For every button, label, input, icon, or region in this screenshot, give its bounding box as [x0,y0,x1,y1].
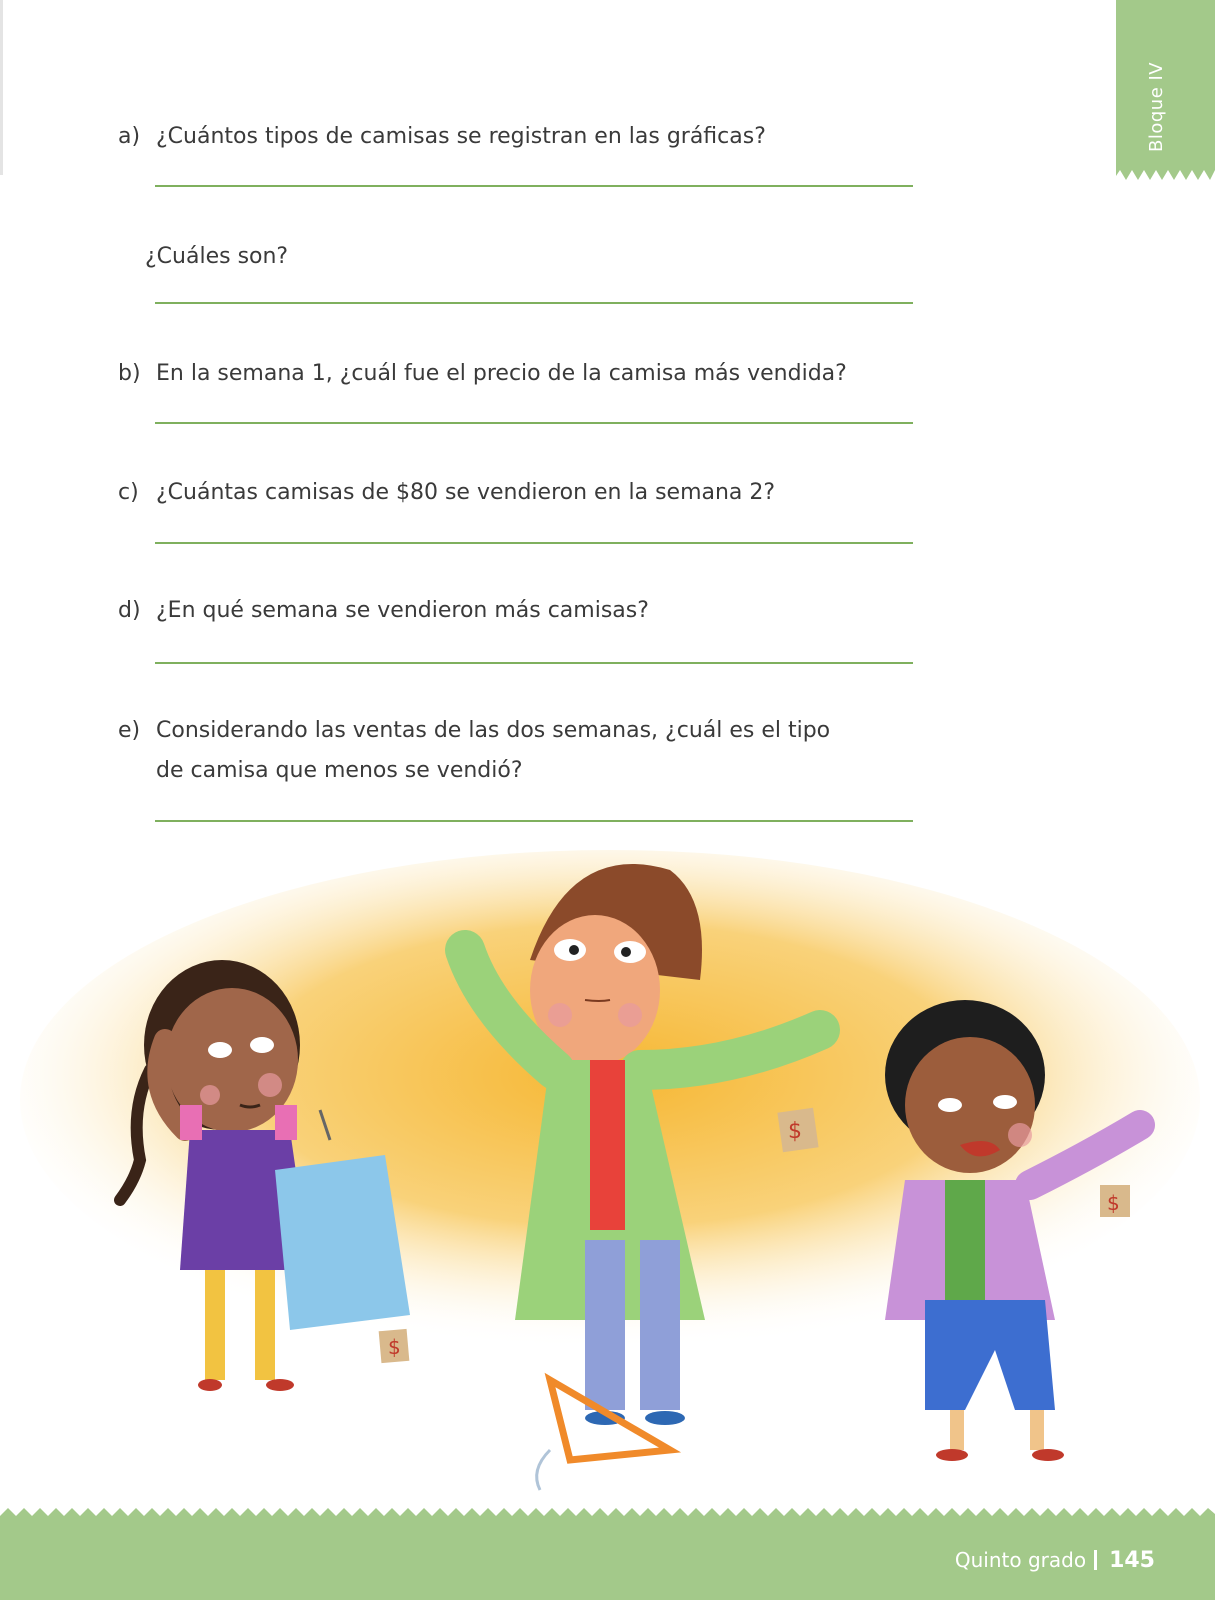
page-number: 145 [1109,1548,1155,1573]
price-tag-3: $ [1107,1191,1120,1215]
question-letter: b) [118,361,141,386]
question-text: ¿Cuántos tipos de camisas se registran en las gráficas? [156,124,766,149]
page-edge-mark [0,0,3,175]
question-text: Considerando las ventas de las dos semanas, ¿cuál es el tipo [156,718,831,743]
question-text: ¿Cuáles son? [145,244,289,269]
answer-line-b[interactable] [155,422,913,424]
price-tag-1: $ [388,1335,401,1359]
answer-line-e[interactable] [155,820,913,822]
question-a [118,118,766,156]
question-text: de camisa que menos se vendió? [156,758,523,783]
question-letter: c) [118,480,139,505]
question-e [118,712,830,750]
question-b [118,355,847,393]
question-letter: e) [118,718,141,743]
question-text: ¿En qué semana se vendieron más camisas? [156,598,649,623]
footer-label [955,1548,1155,1573]
question-d [118,592,649,630]
question-e-line2 [156,752,523,790]
zigzag-edge [1116,168,1215,182]
answer-line-c[interactable] [155,542,913,544]
question-text: ¿Cuántas camisas de $80 se vendieron en la semana 2? [156,480,776,505]
answer-line-d[interactable] [155,662,913,664]
price-tag-2: $ [788,1119,802,1144]
question-text: En la semana 1, ¿cuál fue el precio de la camisa más vendida? [156,361,847,386]
grade-label: Quinto grado [954,1548,1087,1572]
answer-line-a2[interactable] [155,302,913,304]
footer-separator [1094,1550,1097,1570]
block-label: Bloque IV [1146,61,1167,152]
answer-line-a[interactable] [155,185,913,187]
question-a-followup [145,238,288,276]
question-letter: d) [118,598,141,623]
question-letter: a) [118,124,141,149]
question-c [118,474,775,512]
children-illustration [0,840,1215,1520]
